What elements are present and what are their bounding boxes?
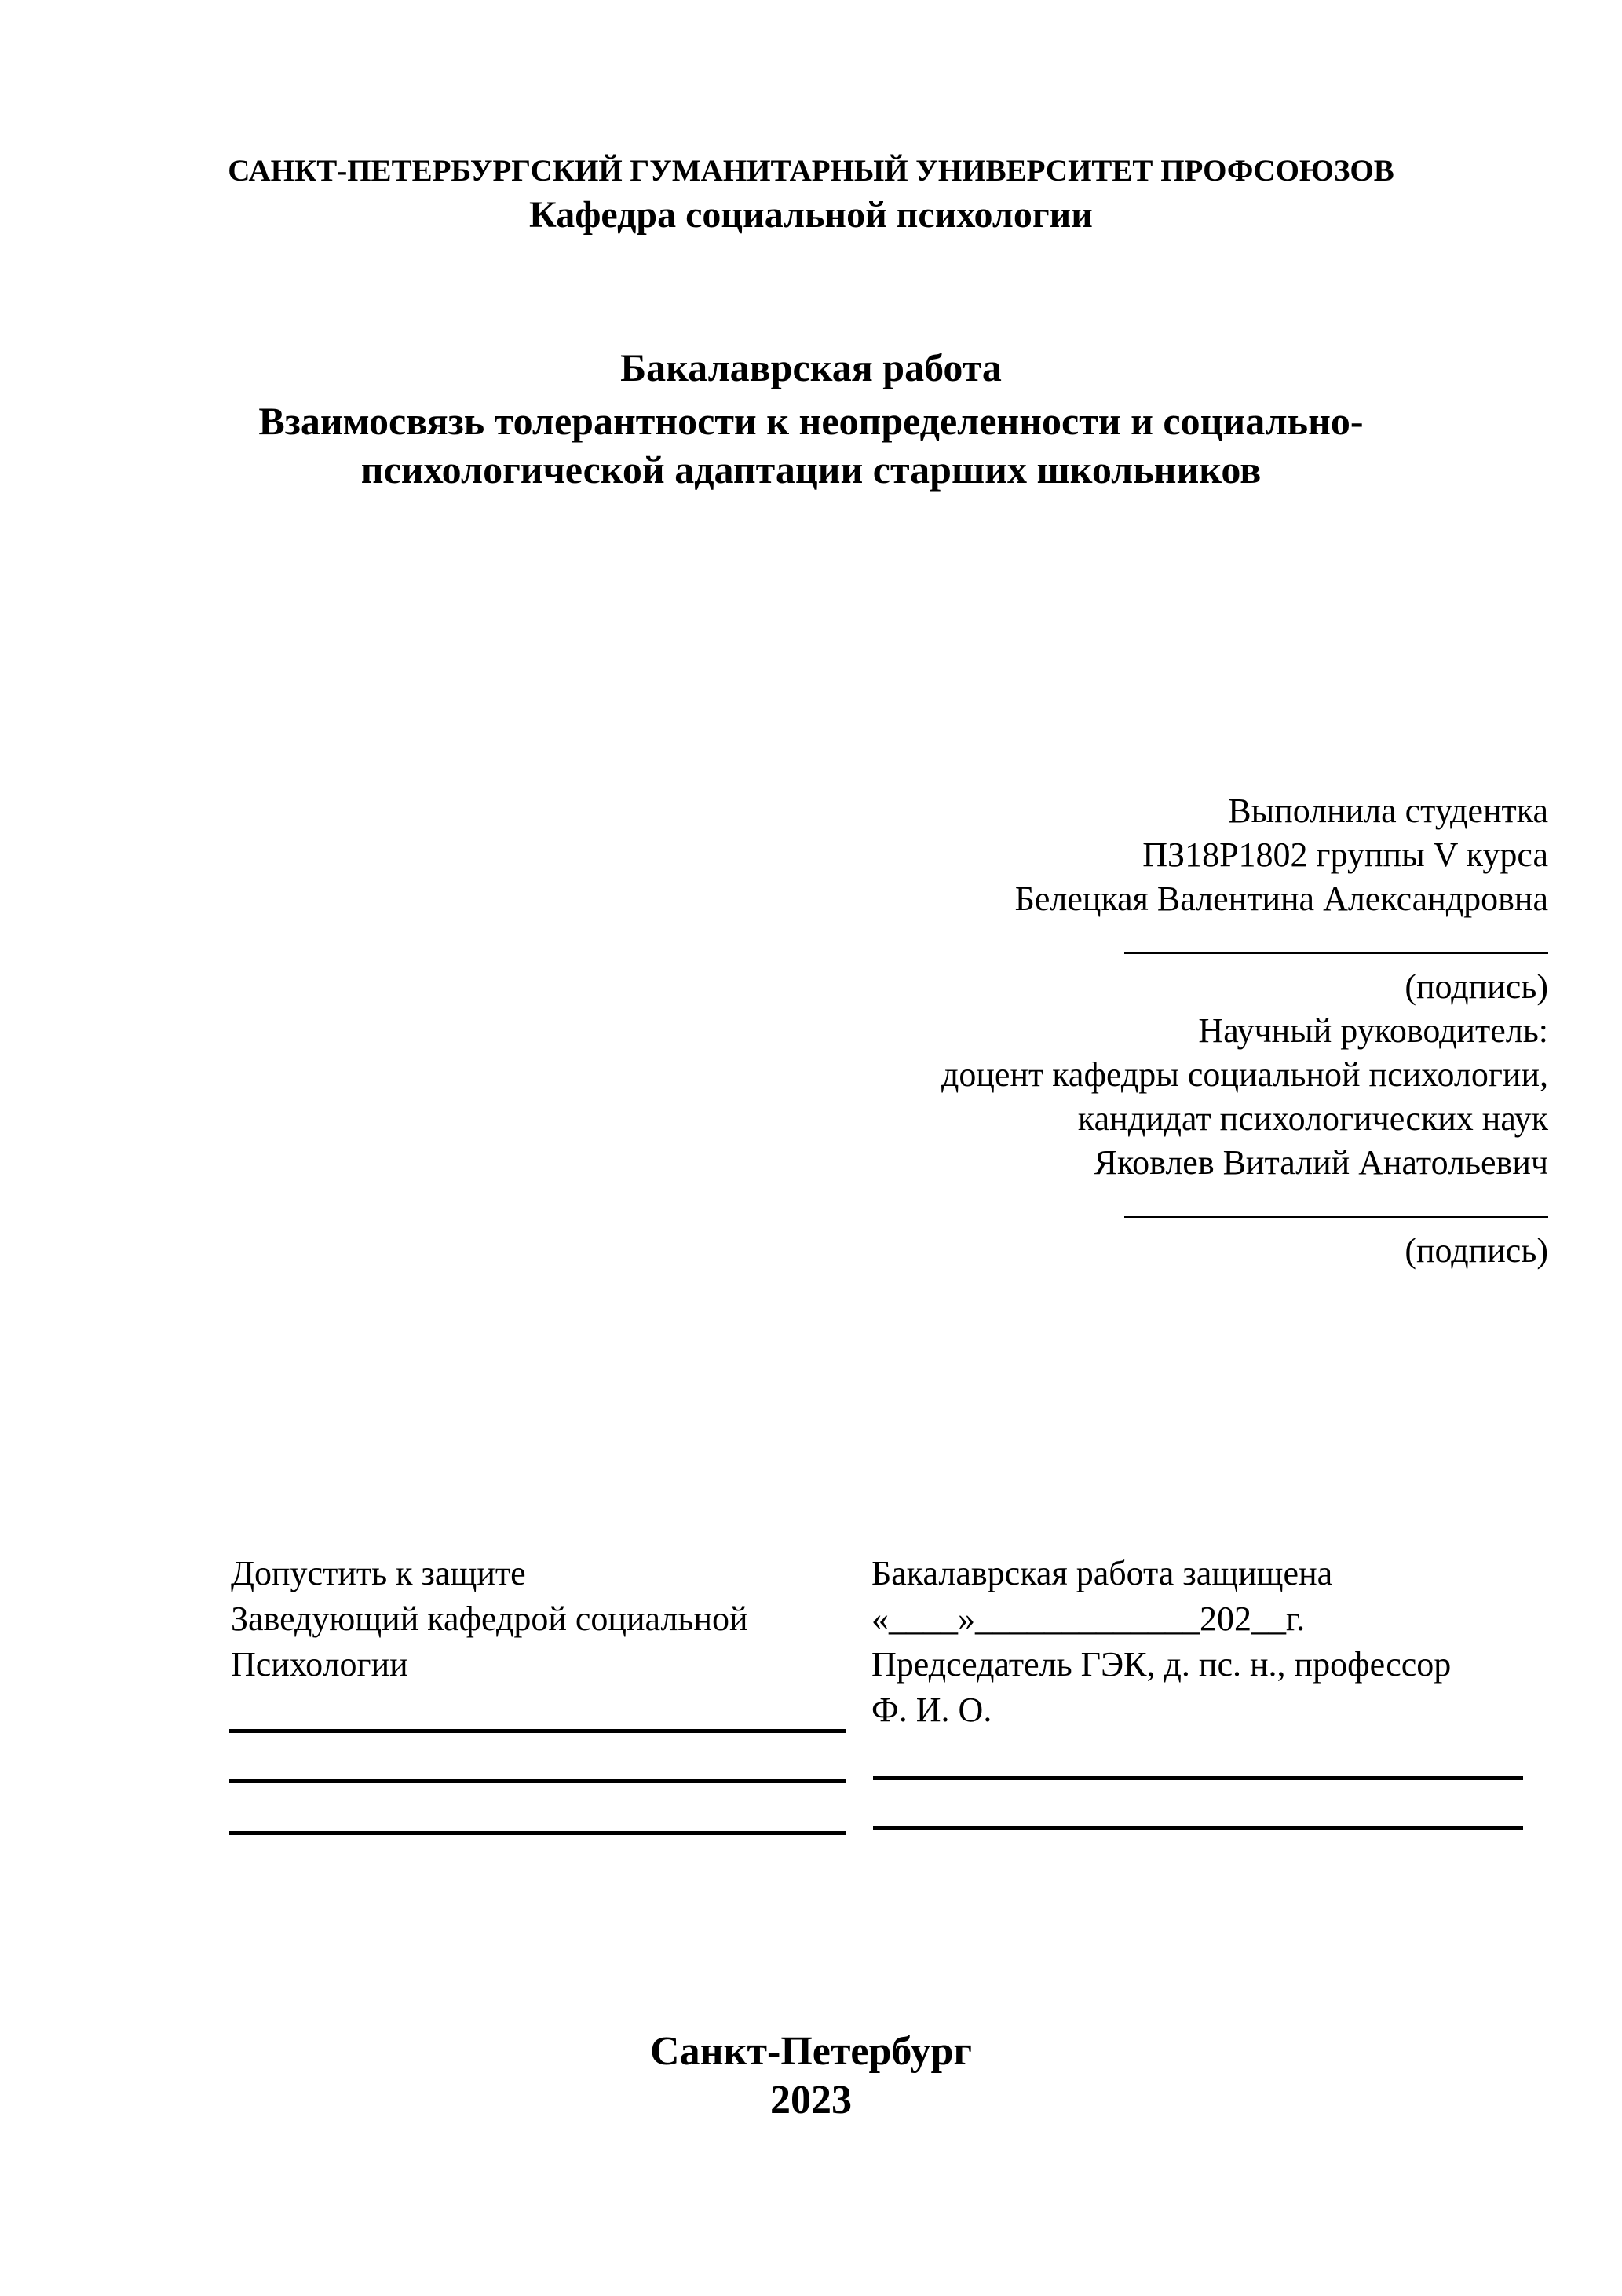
admission-rule-3 [229,1831,846,1835]
student-signature-line [763,921,1548,965]
thesis-type: Бакалаврская работа [620,345,1002,389]
footer-block [0,2027,1622,2125]
performed-by-label: Выполнила студентка [1228,792,1548,830]
department-name: Кафедра социальной психологии [529,194,1093,236]
thesis-title-line-2: психологической адаптации старших школьников [360,448,1262,492]
defense-date-line: «____»_____________202__г. [871,1600,1306,1638]
signature-underline [1124,1185,1548,1218]
admission-block [231,1551,875,1687]
admission-line-1: Допустить к защите [231,1554,526,1592]
defense-block [871,1551,1562,1733]
supervisor-signature-line [763,1185,1548,1229]
admission-rule-2 [229,1779,846,1783]
defense-rule-2 [873,1826,1523,1830]
defense-rule-1 [873,1776,1523,1780]
student-group: ПЗ18Р1802 группы V курса [1142,835,1548,874]
supervisor-label: Научный руководитель: [1198,1011,1548,1050]
supervisor-position: доцент кафедры социальной психологии, [941,1055,1548,1094]
supervisor-signature-hint: (подпись) [1405,1231,1548,1270]
university-name: САНКТ-ПЕТЕРБУРГСКИЙ ГУМАНИТАРНЫЙ УНИВЕРСИТЕТ ПРОФСОЮЗОВ [228,154,1394,188]
defense-chair: Председатель ГЭК, д. пс. н., профессор [871,1645,1452,1684]
author-block [763,789,1548,1273]
supervisor-name: Яковлев Виталий Анатольевич [1094,1143,1548,1182]
defense-name-placeholder: Ф. И. О. [871,1691,992,1729]
student-name: Белецкая Валентина Александровна [1014,879,1548,918]
admission-line-3: Психологии [231,1645,408,1684]
admission-rule-1 [229,1729,846,1733]
supervisor-degree: кандидат психологических наук [1077,1099,1548,1138]
footer-year: 2023 [770,2078,852,2122]
footer-city: Санкт-Петербург [650,2029,972,2074]
thesis-title-line-1: Взаимосвязь толерантности к неопределенности и социально- [258,399,1364,443]
defense-line-1: Бакалаврская работа защищена [871,1554,1333,1592]
admission-line-2: Заведующий кафедрой социальной [231,1600,748,1638]
signature-underline [1124,921,1548,954]
thesis-title-block [0,343,1622,494]
student-signature-hint: (подпись) [1405,967,1548,1006]
